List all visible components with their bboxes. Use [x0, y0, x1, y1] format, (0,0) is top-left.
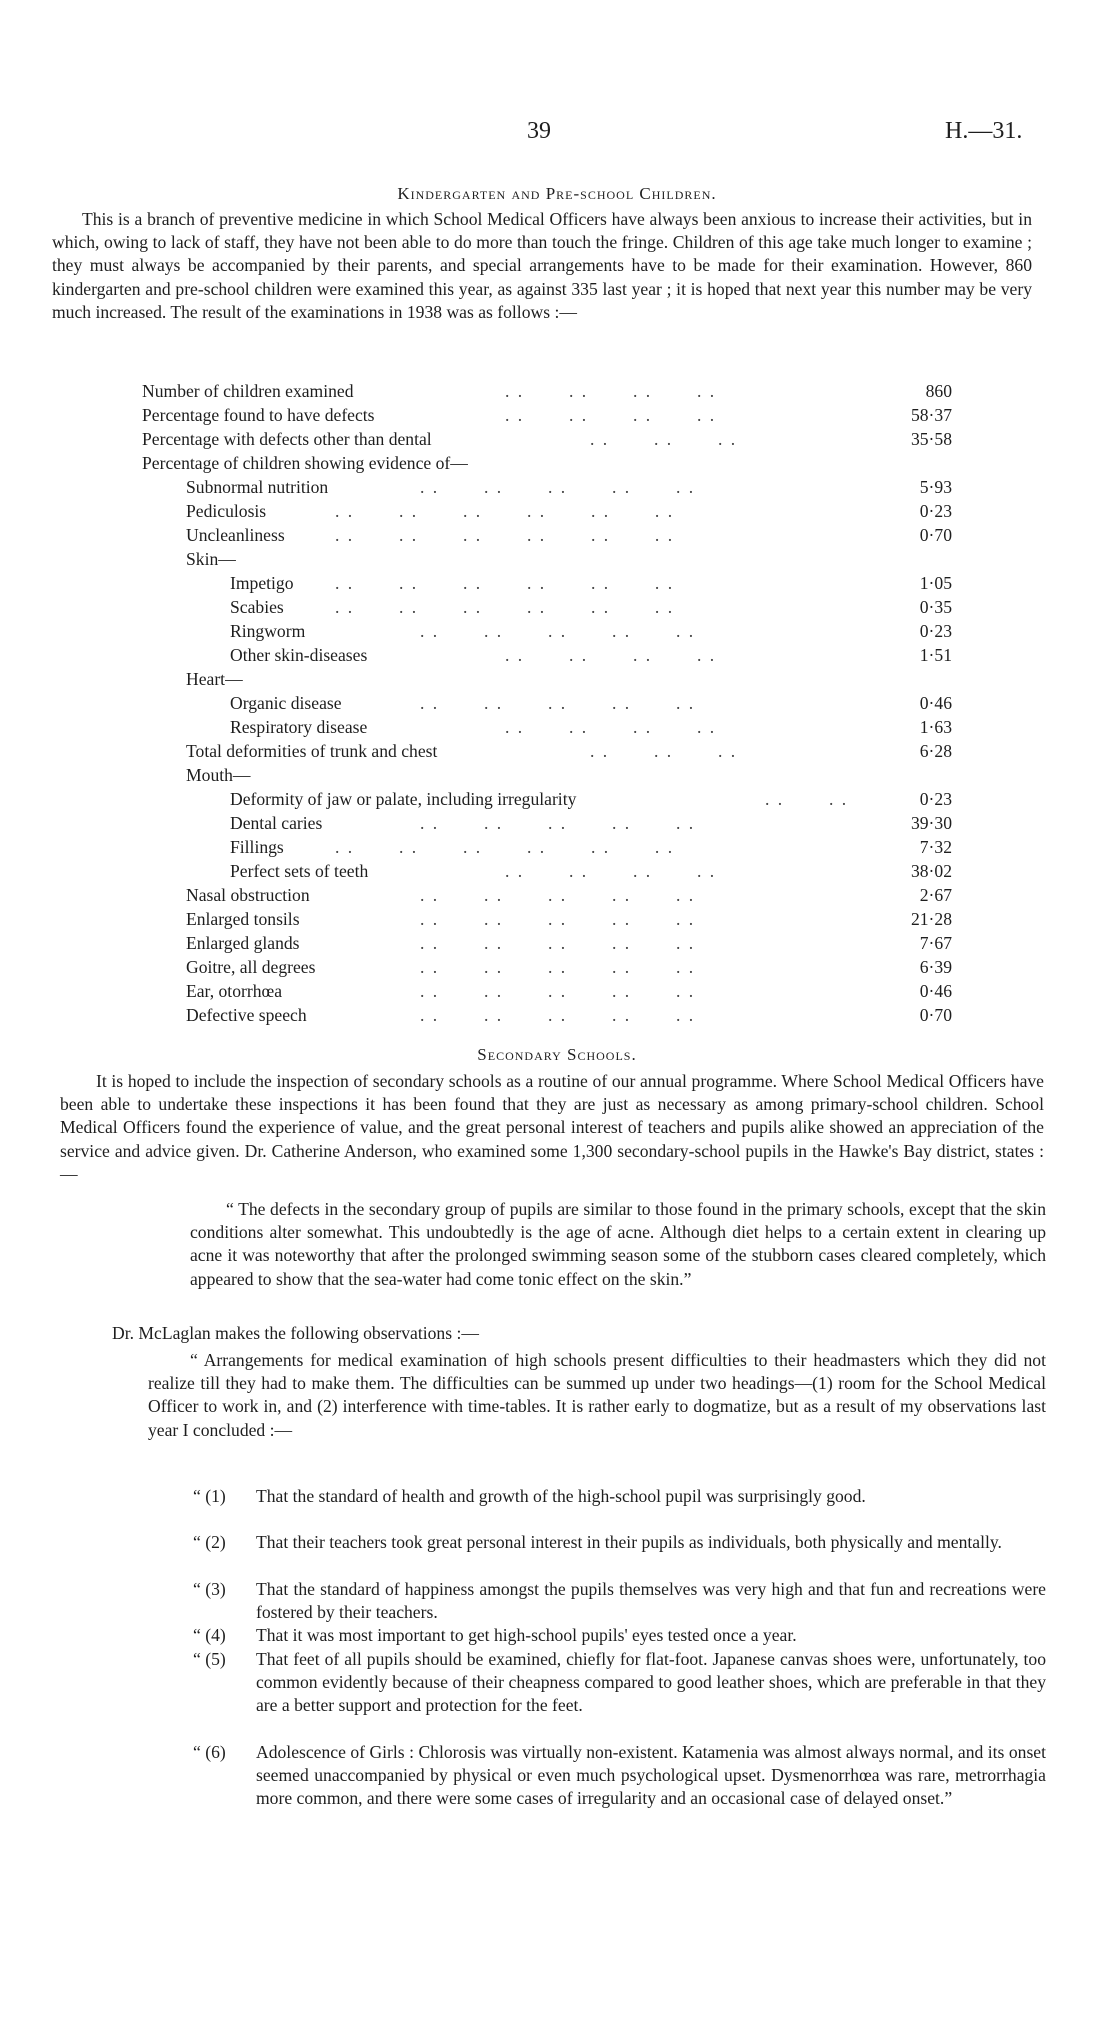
row-label: Scabies [230, 597, 284, 617]
table-row [0, 501, 1114, 525]
leader-dots: . . . . . . . . . . [420, 621, 696, 641]
mclaglan-intro: Dr. McLaglan makes the following observations :— [112, 1323, 479, 1343]
leader-dots: . . . . . . . . . . . . [335, 525, 675, 545]
row-label: Respiratory disease [230, 717, 368, 737]
row-value: 0·46 [919, 693, 952, 713]
table-row [0, 741, 1114, 765]
observation-text: That their teachers took great personal interest in their pupils as individuals, both physically and mentally. [256, 1532, 1002, 1552]
table-row [0, 597, 1114, 621]
row-value: 860 [925, 381, 952, 401]
section-heading-secondary: Secondary Schools. [477, 1045, 637, 1064]
row-label: Percentage of children showing evidence of— [142, 453, 468, 473]
table-row [0, 717, 1114, 741]
leader-dots: . . . . . . . . . . [420, 933, 696, 953]
leader-dots: . . . . [765, 789, 849, 809]
row-label: Heart— [186, 669, 243, 689]
observation-number: “ (4) [193, 1625, 226, 1645]
leader-dots: . . . . . . . . . . [420, 693, 696, 713]
row-label: Defective speech [186, 1005, 307, 1025]
row-label: Other skin-diseases [230, 645, 368, 665]
leader-dots: . . . . . . [590, 429, 738, 449]
observation-text: That it was most important to get high-school pupils' eyes tested once a year. [256, 1625, 797, 1645]
table-row [0, 669, 1114, 693]
table-row [0, 573, 1114, 597]
row-value: 1·63 [919, 717, 952, 737]
row-label: Organic disease [230, 693, 342, 713]
table-row [0, 621, 1114, 645]
mclaglan-quote: “ Arrangements for medical examination of high schools present difficulties to their headmasters which they did not realize till they had to make them. The difficulties can be summed up under two headings—(1) room for the School Medical Officer to work in, and (2) interference with time-tables. It is rather early to dogmatize, but as a result of my observations last year I concluded :— [148, 1350, 1046, 1440]
leader-dots: . . . . . . . . . . [420, 477, 696, 497]
row-value: 2·67 [919, 885, 952, 905]
kindergarten-intro-paragraph: This is a branch of preventive medicine in which School Medical Officers have always been anxious to increase their activities, but in which, owing to lack of staff, they have not been able to do more than touch the fringe. Children of this age take much longer to examine ; they must always be accompanied by their parents, and special arrangements have to be made for their examination. However, 860 kindergarten and pre-school children were examined this year, as against 335 last year ; it is hoped that next year this number may be very much increased. The result of the examinations in 1938 was as follows :— [52, 209, 1032, 322]
row-value: 5·93 [919, 477, 952, 497]
table-row [0, 405, 1114, 429]
table-row [0, 1005, 1114, 1029]
row-label: Dental caries [230, 813, 323, 833]
table-row [0, 765, 1114, 789]
leader-dots: . . . . . . . . [505, 381, 717, 401]
observation-text: That feet of all pupils should be examined, chiefly for flat-foot. Japanese canvas shoes were, unfortunately, too common evidently because of their cheapness compared to good leather shoes, which are preferable in that they are a better support and protection for the feet. [256, 1649, 1046, 1716]
row-value: 0·23 [919, 621, 952, 641]
row-label: Enlarged glands [186, 933, 300, 953]
leader-dots: . . . . . . . . [505, 717, 717, 737]
row-label: Goitre, all degrees [186, 957, 316, 977]
row-value: 21·28 [910, 909, 952, 929]
table-row [0, 477, 1114, 501]
row-label: Percentage found to have defects [142, 405, 375, 425]
row-label: Pediculosis [186, 501, 267, 521]
row-value: 0·70 [919, 525, 952, 545]
leader-dots: . . . . . . . . . . . . [335, 573, 675, 593]
table-row [0, 381, 1114, 405]
leader-dots: . . . . . . . . [505, 861, 717, 881]
row-value: 1·51 [919, 645, 952, 665]
leader-dots: . . . . . . . . . . [420, 1005, 696, 1025]
anderson-quote: “ The defects in the secondary group of pupils are similar to those found in the primary schools, except that the skin conditions alter somewhat. This undoubtedly is the age of acne. Although diet helps to a certain extent in clearing up acne it was noteworthy that after the prolonged swimming season some of the stubborn cases cleared completely, which appeared to show that the sea-water had come tonic effect on the skin.” [190, 1199, 1046, 1289]
row-label: Ear, otorrhœa [186, 981, 283, 1001]
row-value: 58·37 [910, 405, 952, 425]
row-label: Skin— [186, 549, 236, 569]
row-value: 35·58 [910, 429, 952, 449]
row-value: 0·46 [919, 981, 952, 1001]
row-label: Deformity of jaw or palate, including irregularity [230, 789, 577, 809]
table-row [0, 549, 1114, 573]
observation-text: That the standard of happiness amongst the pupils themselves was very high and that fun and recreations were fostered by their teachers. [256, 1579, 1046, 1623]
leader-dots: . . . . . . . . . . . . [335, 597, 675, 617]
leader-dots: . . . . . . . . . . . . [335, 501, 675, 521]
row-label: Number of children examined [142, 381, 354, 401]
table-row [0, 693, 1114, 717]
secondary-intro-paragraph: It is hoped to include the inspection of secondary schools as a routine of our annual programme. Where School Medical Officers have been able to undertake these inspections it has been found that they are just as necessary as among primary-school children. School Medical Officers found the experience of value, and the great personal interest of teachers and pupils alike showed an appreciation of the service and advice given. Dr. Catherine Anderson, who examined some 1,300 secondary-school pupils in the Hawke's Bay district, states :— [60, 1071, 1044, 1184]
table-row [0, 981, 1114, 1005]
leader-dots: . . . . . . . . . . [420, 813, 696, 833]
table-row [0, 933, 1114, 957]
leader-dots: . . . . . . . . . . [420, 981, 696, 1001]
leader-dots: . . . . . . . . . . [420, 957, 696, 977]
observation-number: “ (5) [193, 1649, 226, 1669]
table-row [0, 813, 1114, 837]
leader-dots: . . . . . . [590, 741, 738, 761]
leader-dots: . . . . . . . . [505, 645, 717, 665]
row-label: Perfect sets of teeth [230, 861, 369, 881]
row-label: Nasal obstruction [186, 885, 310, 905]
table-row [0, 525, 1114, 549]
row-label: Ringworm [230, 621, 306, 641]
table-row [0, 453, 1114, 477]
observation-text: That the standard of health and growth of the high-school pupil was surprisingly good. [256, 1486, 866, 1506]
observation-text: Adolescence of Girls : Chlorosis was virtually non-existent. Katamenia was almost always normal, and its onset seemed unaccompanied by physical or even much psychological upset. Dysmenorrhœa was rare, metrorrhagia more common, and there were some cases of irregularity and an occasional case of delayed onset.” [256, 1742, 1046, 1809]
table-row [0, 837, 1114, 861]
page-number: 39 [527, 118, 551, 144]
row-value: 7·32 [919, 837, 952, 857]
observation-number: “ (2) [193, 1532, 226, 1552]
section-heading-kindergarten: Kindergarten and Pre-school Children. [397, 184, 717, 203]
observation-number: “ (3) [193, 1579, 226, 1599]
row-label: Fillings [230, 837, 284, 857]
row-value: 0·35 [919, 597, 952, 617]
row-value: 7·67 [919, 933, 952, 953]
document-reference: H.—31. [945, 118, 1023, 144]
row-value: 0·23 [919, 501, 952, 521]
row-label: Mouth— [186, 765, 251, 785]
row-value: 1·05 [919, 573, 952, 593]
row-label: Enlarged tonsils [186, 909, 300, 929]
observation-number: “ (6) [193, 1742, 226, 1762]
row-label: Uncleanliness [186, 525, 285, 545]
row-label: Subnormal nutrition [186, 477, 329, 497]
row-value: 6·39 [919, 957, 952, 977]
row-value: 39·30 [910, 813, 952, 833]
observation-number: “ (1) [193, 1486, 226, 1506]
table-row [0, 885, 1114, 909]
row-label: Impetigo [230, 573, 294, 593]
table-row [0, 429, 1114, 453]
row-label: Percentage with defects other than dental [142, 429, 432, 449]
row-value: 6·28 [919, 741, 952, 761]
row-value: 0·70 [919, 1005, 952, 1025]
table-row [0, 645, 1114, 669]
leader-dots: . . . . . . . . . . [420, 885, 696, 905]
table-row [0, 861, 1114, 885]
table-row [0, 789, 1114, 813]
leader-dots: . . . . . . . . . . . . [335, 837, 675, 857]
row-value: 38·02 [910, 861, 952, 881]
leader-dots: . . . . . . . . [505, 405, 717, 425]
leader-dots: . . . . . . . . . . [420, 909, 696, 929]
table-row [0, 909, 1114, 933]
row-label: Total deformities of trunk and chest [186, 741, 438, 761]
table-row [0, 957, 1114, 981]
row-value: 0·23 [919, 789, 952, 809]
